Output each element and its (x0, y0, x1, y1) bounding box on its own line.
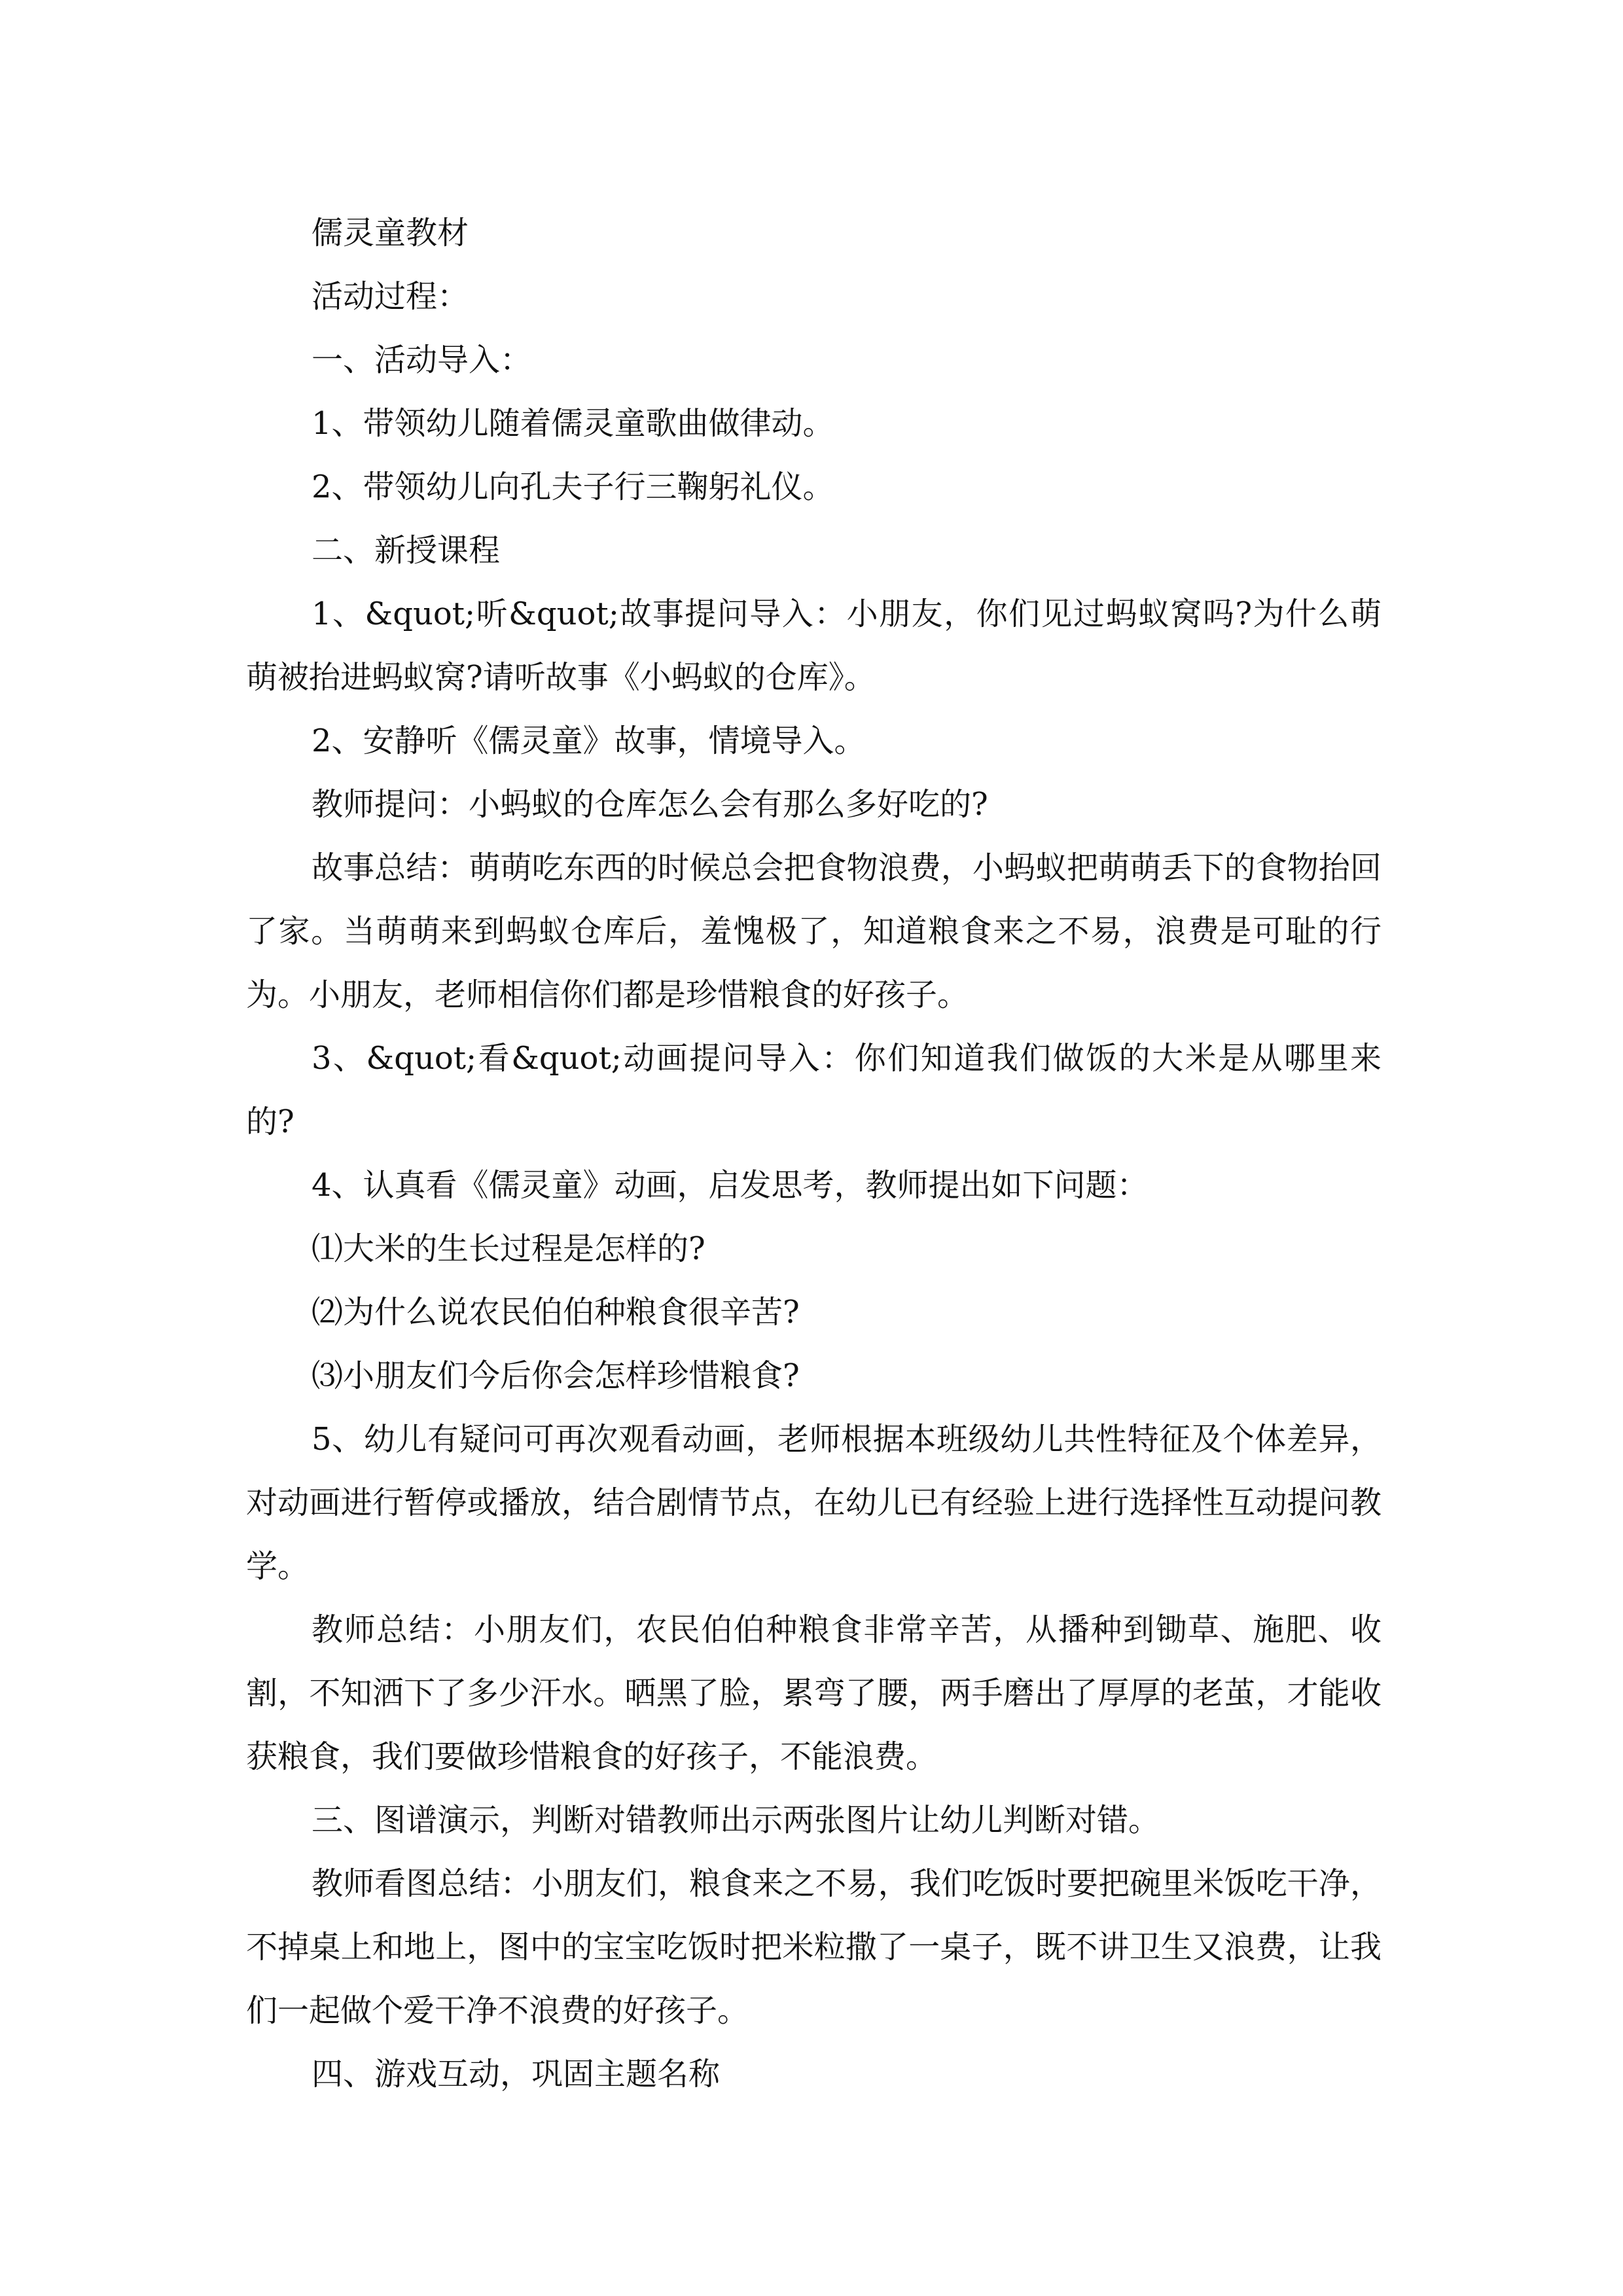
section-heading: 三、图谱演示，判断对错教师出示两张图片让幼儿判断对错。 (312, 1802, 1160, 1839)
document-title: 儒灵童教材 (312, 215, 469, 251)
section-heading: 二、新授课程 (312, 532, 501, 569)
document-body (246, 202, 1382, 2106)
body-paragraph: 故事总结：萌萌吃东西的时候总会把食物浪费，小蚂蚁把萌萌丢下的食物抬回了家。当萌萌来到蚂蚁仓库后，羞愧极了，知道粮食来之不易，浪费是可耻的行为。小朋友，老师相信你们都是珍惜粮食的好孩子。 (246, 850, 1382, 1013)
list-item: 4、认真看《儒灵童》动画，启发思考，教师提出如下问题： (312, 1167, 1149, 1204)
question-item: ⑵为什么说农民伯伯种粮食很辛苦? (312, 1294, 800, 1331)
list-item: 2、带领幼儿向孔夫子行三鞠躬礼仪。 (312, 469, 834, 505)
list-item: 5、幼儿有疑问可再次观看动画，老师根据本班级幼儿共性特征及个体差异，对动画进行暂停或播放，结合剧情节点，在幼儿已有经验上进行选择性互动提问教学。 (246, 1421, 1382, 1585)
list-item: 1、带领幼儿随着儒灵童歌曲做律动。 (312, 405, 834, 442)
body-paragraph: 教师提问：小蚂蚁的仓库怎么会有那么多好吃的? (312, 786, 988, 823)
question-item: ⑶小朋友们今后你会怎样珍惜粮食? (312, 1357, 800, 1394)
body-paragraph: 教师看图总结：小朋友们，粮食来之不易，我们吃饭时要把碗里米饭吃干净，不掉桌上和地上，图中的宝宝吃饭时把米粒撒了一桌子，既不讲卫生又浪费，让我们一起做个爱干净不浪费的好孩子。 (246, 1865, 1382, 2029)
section-heading: 四、游戏互动，巩固主题名称 (312, 2056, 721, 2092)
list-item: 1、&quot;听&quot;故事提问导入：小朋友，你们见过蚂蚁窝吗?为什么萌萌被抬进蚂蚁窝?请听故事《小蚂蚁的仓库》。 (246, 596, 1382, 696)
list-item: 3、&quot;看&quot;动画提问导入：你们知道我们做饭的大米是从哪里来的? (246, 1040, 1382, 1140)
question-item: ⑴大米的生长过程是怎样的? (312, 1230, 705, 1267)
section-heading: 一、活动导入： (312, 342, 532, 378)
list-item: 2、安静听《儒灵童》故事，情境导入。 (312, 723, 866, 759)
body-paragraph: 教师总结：小朋友们，农民伯伯种粮食非常辛苦，从播种到锄草、施肥、收割，不知洒下了多少汗水。晒黑了脸，累弯了腰，两手磨出了厚厚的老茧，才能收获粮食，我们要做珍惜粮食的好孩子，不能浪费。 (246, 1611, 1382, 1775)
section-heading: 活动过程： (312, 278, 469, 315)
